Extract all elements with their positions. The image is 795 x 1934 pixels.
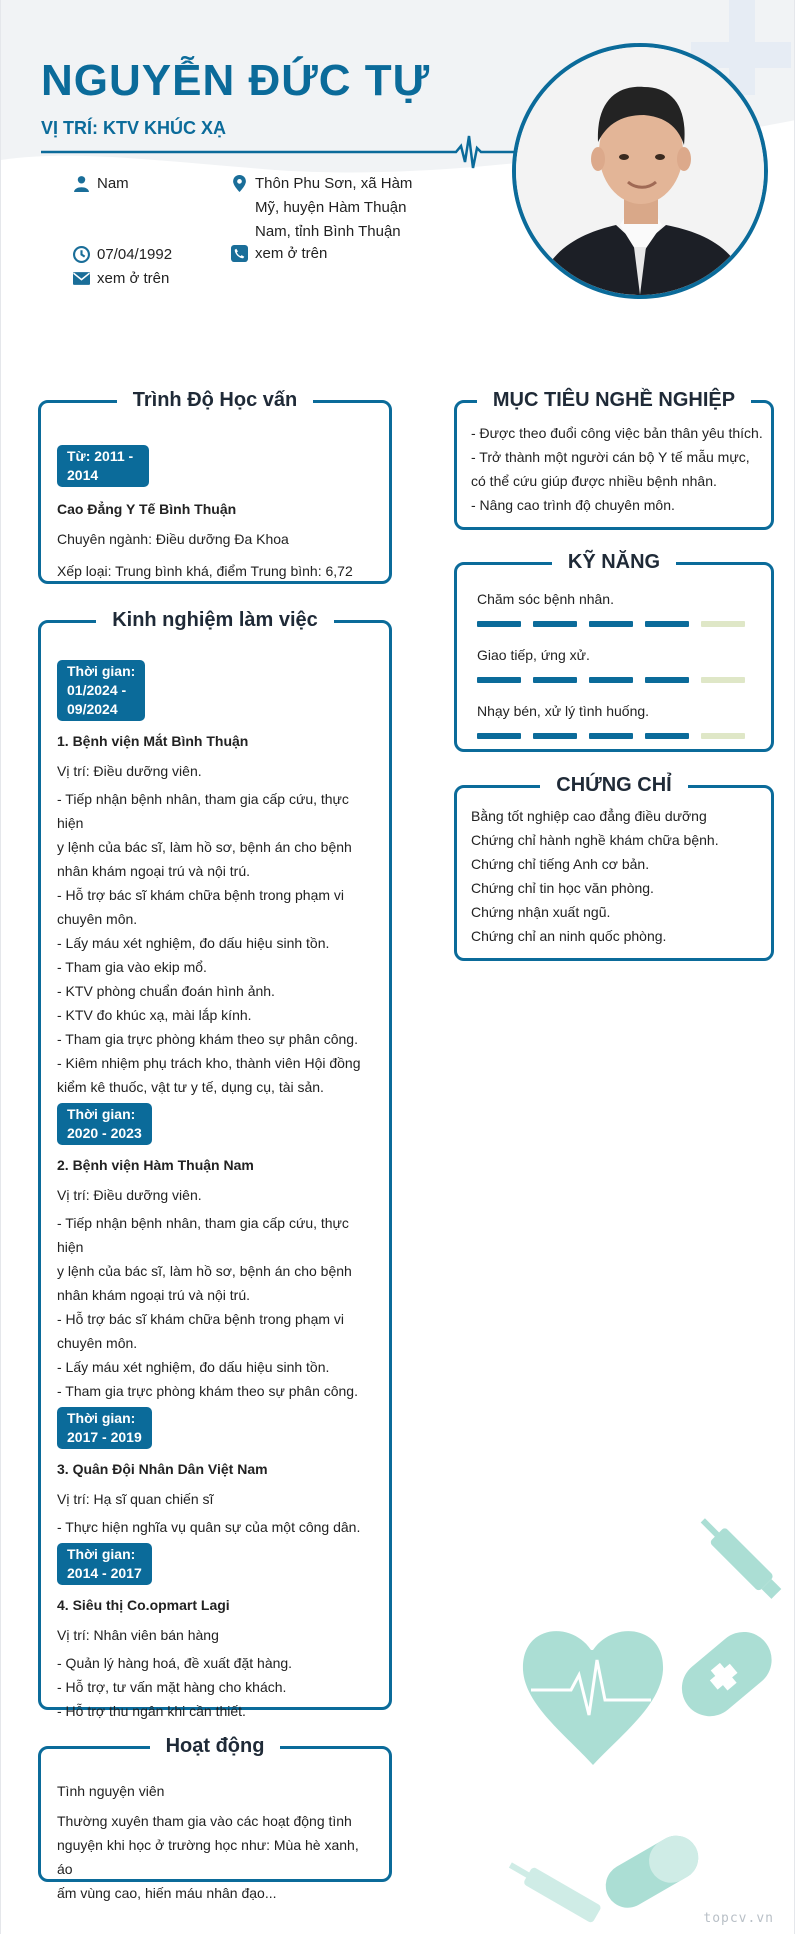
skill-segment-filled (533, 677, 577, 683)
experience-period-badge (57, 1543, 152, 1585)
skill-segment-empty (701, 733, 745, 739)
objective-section (454, 389, 774, 530)
certificates-section (454, 774, 774, 961)
email-icon (73, 270, 90, 287)
period-label: Thời gian: (67, 1410, 136, 1426)
address-info (255, 172, 425, 244)
objective-title-wrap (457, 389, 771, 412)
phone-info (255, 242, 327, 266)
experience-item (57, 1539, 375, 1723)
watermark: topcv.vn (703, 1911, 774, 1926)
education-major: Chuyên ngành: Điều dưỡng Đa Khoa (57, 531, 289, 547)
skill-item (477, 699, 757, 739)
period-range: 2014 - 2017 (67, 1565, 142, 1581)
experience-period-badge (57, 660, 145, 721)
skill-segment-filled (477, 621, 521, 627)
skill-segment-empty (701, 677, 745, 683)
experience-line: kiểm kê thuốc, vật tư y tế, dụng cụ, tài sản. (57, 1079, 324, 1095)
certificate-item: Bằng tốt nghiệp cao đẳng điều dưỡng (471, 808, 707, 824)
skill-item (477, 643, 757, 683)
activity-line: ấm vùng cao, hiến máu nhân đạo... (57, 1885, 277, 1901)
skill-label: Nhạy bén, xử lý tình huống. (477, 703, 650, 719)
location-pin-icon (231, 175, 248, 192)
experience-org: 3. Quân Đội Nhân Dân Việt Nam (57, 1461, 268, 1477)
experience-line: - Tham gia trực phòng khám theo sự phân công. (57, 1031, 358, 1047)
skill-segment-filled (645, 733, 689, 739)
certificate-item: Chứng nhận xuất ngũ. (471, 904, 611, 920)
experience-line: - Lấy máu xét nghiệm, đo dấu hiệu sinh tồn. (57, 1359, 330, 1375)
activities-section (38, 1735, 392, 1901)
skill-segment-filled (645, 677, 689, 683)
experience-period-badge (57, 1407, 152, 1449)
certificates-title: CHỨNG CHỈ (540, 774, 687, 796)
profile-photo (512, 43, 768, 299)
experience-line: - Tham gia trực phòng khám theo sự phân công. (57, 1383, 358, 1399)
experience-item (57, 1403, 375, 1539)
education-grade: Xếp loại: Trung bình khá, điểm Trung bình: 6,72 (57, 563, 353, 579)
objective-line: - Nâng cao trình độ chuyên môn. (471, 497, 675, 513)
medical-decoration (501, 1500, 795, 1934)
portrait-illustration (516, 47, 764, 295)
experience-org: 2. Bệnh viện Hàm Thuận Nam (57, 1157, 254, 1173)
experience-line: - Hỗ trợ thu ngân khi cần thiết. (57, 1703, 246, 1719)
skill-segment-filled (533, 733, 577, 739)
experience-role: Vị trí: Điều dưỡng viên. (57, 763, 202, 779)
certificate-item: Chứng chỉ hành nghề khám chữa bệnh. (471, 832, 719, 848)
email-info (97, 267, 169, 291)
experience-item (57, 656, 375, 1099)
objective-title: MỤC TIÊU NGHỀ NGHIỆP (477, 389, 751, 411)
skill-segment-filled (589, 733, 633, 739)
education-period-badge (57, 445, 149, 487)
heart-icon (523, 1631, 663, 1765)
experience-line: - Tiếp nhận bệnh nhân, tham gia cấp cứu, thực hiện (57, 791, 349, 831)
education-title: Trình Độ Học vấn (117, 389, 313, 411)
phone-value: xem ở trên (255, 245, 328, 262)
job-position: VỊ TRÍ: KTV KHÚC XẠ (41, 118, 227, 138)
skills-title: KỸ NĂNG (552, 551, 676, 573)
birthday-value: 07/04/1992 (97, 246, 173, 263)
education-title-wrap (41, 389, 389, 412)
address-line-2: Mỹ, huyện Hàm Thuận (255, 199, 407, 216)
experience-line: y lệnh của bác sĩ, làm hồ sơ, bệnh án cho bệnh (57, 839, 352, 855)
syringe-icon (695, 1513, 784, 1602)
experience-line: - Lấy máu xét nghiệm, đo dấu hiệu sinh tồn. (57, 935, 330, 951)
activity-line: Thường xuyên tham gia vào các hoạt động tình (57, 1813, 352, 1829)
experience-line: - Kiêm nhiệm phụ trách kho, thành viên Hội đồng (57, 1055, 361, 1071)
skills-title-wrap (457, 551, 771, 574)
capsule-icon (598, 1828, 707, 1916)
pill-icon (670, 1620, 783, 1727)
education-period-line2: 2014 (67, 467, 99, 483)
certificates-title-wrap (457, 774, 771, 797)
experience-org: 4. Siêu thị Co.opmart Lagi (57, 1597, 230, 1613)
skill-label: Giao tiếp, ứng xử. (477, 647, 590, 663)
candidate-name: NGUYỄN ĐỨC TỰ (41, 56, 431, 105)
experience-section (38, 609, 392, 1719)
experience-line: - KTV đo khúc xạ, mài lắp kính. (57, 1007, 252, 1023)
activities-title: Hoạt động (150, 1735, 281, 1757)
period-label: Thời gian: (67, 663, 136, 679)
education-section (38, 389, 392, 584)
skill-segment-filled (477, 733, 521, 739)
skill-level-bar (477, 621, 757, 627)
skill-item (477, 587, 757, 627)
skill-segment-filled (533, 621, 577, 627)
skill-segment-empty (701, 621, 745, 627)
period-label: Thời gian: (67, 1106, 136, 1122)
phone-icon (231, 245, 248, 262)
experience-line: - Hỗ trợ bác sĩ khám chữa bệnh trong phạm vi (57, 1311, 345, 1327)
birthday-info (97, 243, 172, 267)
email-value: xem ở trên (97, 270, 170, 287)
gender-info (97, 172, 129, 196)
experience-item (57, 1099, 375, 1403)
experience-role: Vị trí: Điều dưỡng viên. (57, 1187, 202, 1203)
experience-line: - Tham gia vào ekip mổ. (57, 959, 207, 975)
activity-heading: Tình nguyện viên (57, 1783, 165, 1799)
experience-role: Vị trí: Hạ sĩ quan chiến sĩ (57, 1491, 214, 1507)
experience-line: y lệnh của bác sĩ, làm hồ sơ, bệnh án cho bệnh (57, 1263, 352, 1279)
clock-icon (73, 246, 90, 263)
experience-line: - KTV phòng chuẩn đoán hình ảnh. (57, 983, 275, 999)
activity-line: nguyện khi học ở trường học như: Mùa hè xanh, áo (57, 1837, 359, 1877)
experience-line: chuyên môn. (57, 1335, 138, 1351)
address-line-1: Thôn Phu Sơn, xã Hàm (255, 175, 413, 192)
skill-level-bar (477, 677, 757, 683)
experience-line: - Tiếp nhận bệnh nhân, tham gia cấp cứu, thực hiện (57, 1215, 349, 1255)
objective-line: có thể cứu giúp được nhiều bệnh nhân. (471, 473, 717, 489)
experience-line: - Quản lý hàng hoá, đề xuất đặt hàng. (57, 1655, 293, 1671)
experience-line: - Hỗ trợ bác sĩ khám chữa bệnh trong phạm vi (57, 887, 345, 903)
objective-line: - Trở thành một người cán bộ Y tế mẫu mực, (471, 449, 750, 465)
user-icon (73, 175, 90, 192)
experience-title: Kinh nghiệm làm việc (96, 609, 334, 631)
experience-line: nhân khám ngoại trú và nội trú. (57, 1287, 251, 1303)
certificate-item: Chứng chỉ tiếng Anh cơ bản. (471, 856, 650, 872)
syringe-icon-2 (505, 1856, 602, 1923)
experience-period-badge (57, 1103, 152, 1145)
activities-title-wrap (41, 1735, 389, 1758)
period-end: 09/2024 (67, 701, 118, 717)
objective-line: - Được theo đuổi công việc bản thân yêu thích. (471, 425, 763, 441)
address-line-3: Nam, tỉnh Bình Thuận (255, 223, 401, 240)
skill-segment-filled (589, 677, 633, 683)
education-school: Cao Đẳng Y Tế Bình Thuận (57, 501, 237, 517)
certificate-item: Chứng chỉ an ninh quốc phòng. (471, 928, 667, 944)
period-start: 01/2024 - (67, 682, 127, 698)
experience-line: - Hỗ trợ, tư vấn mặt hàng cho khách. (57, 1679, 287, 1695)
skill-segment-filled (645, 621, 689, 627)
period-label: Thời gian: (67, 1546, 136, 1562)
gender-value: Nam (97, 175, 129, 192)
period-range: 2020 - 2023 (67, 1125, 142, 1141)
experience-title-wrap (41, 609, 389, 632)
skill-label: Chăm sóc bệnh nhân. (477, 591, 614, 607)
skill-segment-filled (589, 621, 633, 627)
period-range: 2017 - 2019 (67, 1429, 142, 1445)
experience-role: Vị trí: Nhân viên bán hàng (57, 1627, 219, 1643)
skills-section (454, 551, 774, 752)
certificate-item: Chứng chỉ tin học văn phòng. (471, 880, 654, 896)
skill-segment-filled (477, 677, 521, 683)
skill-level-bar (477, 733, 757, 739)
education-period-line1: Từ: 2011 - (67, 448, 134, 464)
experience-line: nhân khám ngoại trú và nội trú. (57, 863, 251, 879)
experience-org: 1. Bệnh viện Mắt Bình Thuận (57, 733, 249, 749)
experience-line: chuyên môn. (57, 911, 138, 927)
experience-line: - Thực hiện nghĩa vụ quân sự của một công dân. (57, 1519, 361, 1535)
